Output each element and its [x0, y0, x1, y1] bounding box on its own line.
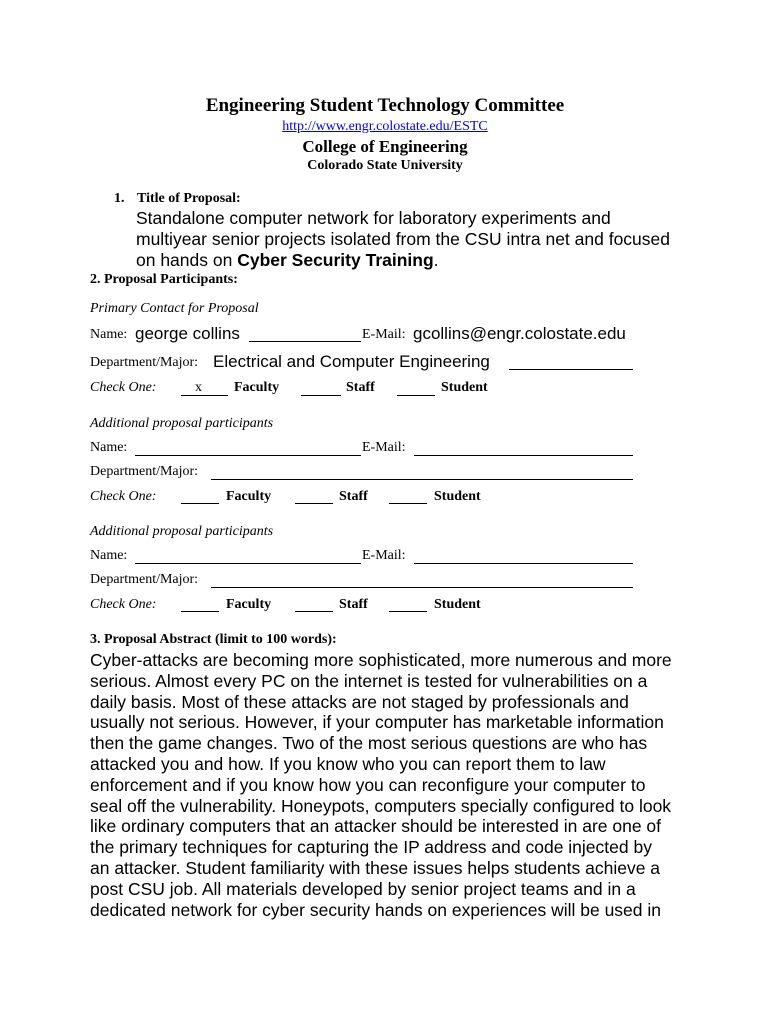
abstract-line: an attacker. Student familiarity with these issues helps students achieve a [90, 857, 661, 878]
primary-dept-underline [509, 369, 633, 370]
additional-1-staff-checkbox[interactable] [295, 503, 333, 504]
proposal-title-bold: Cyber Security Training [237, 250, 434, 270]
primary-email-label: E-Mail: [362, 327, 406, 342]
abstract-field[interactable] [90, 650, 672, 920]
additional-1-faculty-checkbox[interactable] [181, 503, 219, 504]
abstract-line: enforcement and if you know how you can reconfigure your computer to [90, 774, 646, 795]
college-name: College of Engineering [302, 137, 468, 156]
primary-faculty-checkbox[interactable] [181, 395, 228, 396]
primary-name-underline [249, 341, 361, 342]
additional-participant-1-heading: Additional proposal participants [90, 416, 274, 431]
abstract-line: daily basis. Most of these attacks are not staged by professionals and [90, 691, 629, 712]
additional-2-staff-label: Staff [339, 597, 368, 612]
proposal-title-field[interactable] [136, 208, 670, 271]
additional-2-name-field[interactable] [135, 563, 361, 564]
additional-2-dept-label: Department/Major: [90, 572, 199, 587]
committee-title: Engineering Student Technology Committee [205, 95, 565, 116]
proposal-title-line3-prefix: on hands on [136, 250, 238, 270]
additional-1-check-label: Check One: [90, 489, 157, 504]
primary-check-label: Check One: [90, 380, 157, 395]
additional-1-student-checkbox[interactable] [389, 503, 427, 504]
additional-1-student-label: Student [434, 489, 481, 504]
additional-1-staff-label: Staff [339, 489, 368, 504]
primary-dept-label: Department/Major: [90, 355, 199, 370]
additional-2-student-label: Student [434, 597, 481, 612]
primary-contact-heading: Primary Contact for Proposal [90, 301, 259, 316]
additional-2-check-label: Check One: [90, 597, 157, 612]
primary-faculty-label: Faculty [234, 380, 280, 395]
section3-label: 3. Proposal Abstract (limit to 100 words): [90, 632, 337, 647]
abstract-line: post CSU job. All materials developed by senior project teams and in a [90, 878, 636, 899]
additional-1-name-label: Name: [90, 440, 128, 455]
additional-1-email-label: E-Mail: [362, 440, 406, 455]
section2-label: 2. Proposal Participants: [90, 272, 238, 287]
additional-1-email-field[interactable] [414, 455, 633, 456]
primary-staff-checkbox[interactable] [301, 395, 341, 396]
primary-student-checkbox[interactable] [397, 395, 435, 396]
additional-1-dept-label: Department/Major: [90, 464, 199, 479]
additional-2-faculty-checkbox[interactable] [181, 611, 219, 612]
primary-name-label: Name: [90, 327, 128, 342]
primary-check-mark: x [195, 380, 202, 395]
additional-2-dept-field[interactable] [211, 587, 633, 588]
additional-participant-2-heading: Additional proposal participants [90, 524, 274, 539]
additional-2-faculty-label: Faculty [226, 597, 272, 612]
committee-url-link[interactable]: http://www.engr.colostate.edu/ESTC [282, 119, 488, 134]
abstract-line: dedicated network for cyber security hands on experiences will be used in [90, 899, 662, 920]
additional-1-dept-field[interactable] [211, 479, 633, 480]
primary-staff-label: Staff [346, 380, 375, 395]
abstract-line: the primary techniques for capturing the IP address and code injected by [90, 837, 652, 858]
additional-2-student-checkbox[interactable] [389, 611, 427, 612]
abstract-line: like ordinary computers that an attacker should be interested in are one of [90, 816, 662, 837]
proposal-title-line3-suffix: . [433, 250, 439, 270]
abstract-line: Cyber-attacks are becoming more sophisticated, more numerous and more [90, 650, 672, 670]
primary-name-field[interactable]: george collins [135, 324, 240, 343]
university-name: Colorado State University [307, 158, 463, 173]
abstract-line: seal off the vulnerability. Honeypots, computers specially configured to look [90, 795, 672, 816]
proposal-title-line2: multiyear senior projects isolated from the CSU intra net and focused [136, 229, 671, 249]
abstract-line: serious. Almost every PC on the internet is tested for vulnerabilities on a [90, 670, 648, 691]
abstract-line: then the game changes. Two of the most serious questions are who has [90, 733, 648, 754]
section1-number: 1. [114, 191, 125, 206]
additional-2-staff-checkbox[interactable] [295, 611, 333, 612]
additional-2-name-label: Name: [90, 548, 128, 563]
section1-label: Title of Proposal: [137, 191, 241, 206]
primary-email-field[interactable]: gcollins@engr.colostate.edu [413, 324, 626, 343]
primary-student-label: Student [441, 380, 488, 395]
proposal-title-line1: Standalone computer network for laboratory experiments and [136, 208, 611, 228]
additional-1-faculty-label: Faculty [226, 489, 272, 504]
additional-2-email-field[interactable] [414, 563, 633, 564]
abstract-line: attacked you and how. If you know who you can report them to law [90, 753, 606, 774]
primary-dept-field[interactable]: Electrical and Computer Engineering [213, 352, 490, 371]
additional-2-email-label: E-Mail: [362, 548, 406, 563]
additional-1-name-field[interactable] [135, 455, 361, 456]
abstract-line: usually not serious. However, if your computer has marketable information [90, 712, 664, 733]
